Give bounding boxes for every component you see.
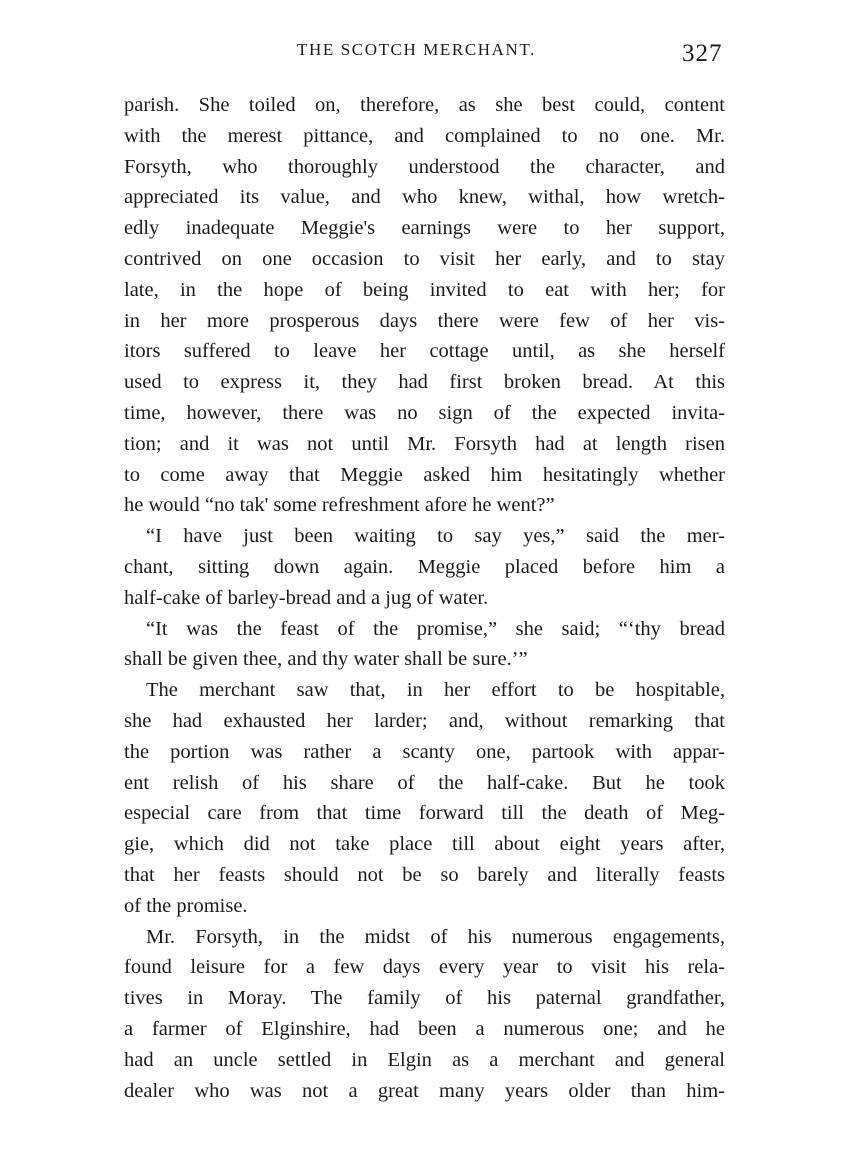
page-number: 327 [682,40,723,67]
text-line: half-cake of barley-bread and a jug of water. [124,586,489,609]
text-line: in her more prosperous days there were few of her vis- [124,309,725,332]
running-title: THE SCOTCH MERCHANT. [297,40,536,59]
paragraph [124,521,725,613]
text-line: late, in the hope of being invited to eat with her; for [124,278,725,301]
body-text [124,90,725,1106]
text-line: shall be given thee, and thy water shall be sure.’” [124,648,528,671]
text-line: ent relish of his share of the half-cake. But he took [124,771,725,794]
text-line: The merchant saw that, in her effort to be hospitable, [146,679,725,702]
text-line: tion; and it was not until Mr. Forsyth had at length risen [124,432,725,455]
paragraph [124,90,725,521]
paragraph [124,675,725,921]
text-line: that her feasts should not be so barely and literally feasts [124,863,725,886]
paragraph [124,922,725,1107]
text-line: had an uncle settled in Elgin as a merchant and general [124,1048,725,1071]
text-line: with the merest pittance, and complained to no one. Mr. [124,124,725,147]
text-line: time, however, there was no sign of the expected invita- [124,401,725,424]
text-line: she had exhausted her larder; and, without remarking that [124,709,725,732]
text-line: dealer who was not a great many years older than him- [124,1079,725,1102]
text-line: especial care from that time forward till the death of Meg- [124,802,725,825]
text-line: used to express it, they had first broken bread. At this [124,371,725,394]
text-line: of the promise. [124,894,248,917]
text-line: chant, sitting down again. Meggie placed before him a [124,555,725,578]
text-line: Forsyth, who thoroughly understood the character, and [124,155,725,178]
text-line: edly inadequate Meggie's earnings were to her support, [124,217,725,240]
text-line: found leisure for a few days every year to visit his rela- [124,956,725,979]
text-line: “It was the feast of the promise,” she said; “‘thy bread [146,617,725,640]
text-line: appreciated its value, and who knew, withal, how wretch- [124,186,725,209]
text-line: a farmer of Elginshire, had been a numerous one; and he [124,1017,725,1040]
text-line: he would “no tak' some refreshment afore he went?” [124,494,555,517]
text-line: “I have just been waiting to say yes,” said the mer- [146,525,725,548]
text-line: tives in Moray. The family of his paternal grandfather, [124,987,725,1010]
text-line: Mr. Forsyth, in the midst of his numerous engagements, [146,925,725,948]
text-line: parish. She toiled on, therefore, as she best could, content [124,94,725,116]
text-line: contrived on one occasion to visit her early, and to stay [124,247,725,270]
text-line: to come away that Meggie asked him hesitatingly whether [124,463,725,486]
paragraph [124,614,725,676]
text-line: the portion was rather a scanty one, partook with appar- [124,740,725,763]
text-line: gie, which did not take place till about eight years after, [124,833,725,856]
text-line: itors suffered to leave her cottage until, as she herself [124,340,725,363]
